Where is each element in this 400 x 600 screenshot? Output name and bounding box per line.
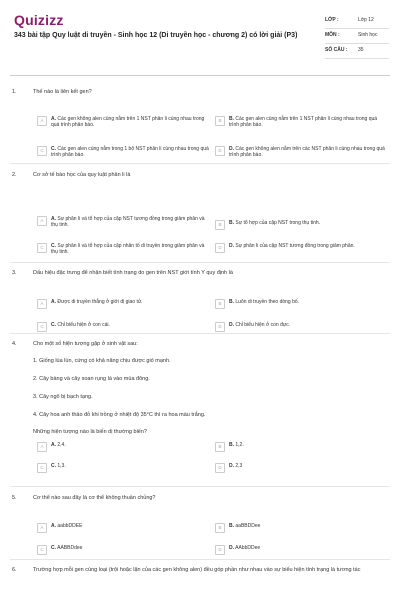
option-a[interactable] [37, 299, 209, 309]
option-body: 1,2. [235, 441, 244, 448]
option-letter: D. [229, 242, 234, 249]
question-header [12, 172, 390, 180]
header-divider [10, 75, 390, 76]
meta-info-panel [325, 14, 389, 59]
option-body: 2,4. [57, 441, 66, 448]
option-body: Các gen không alen cùng nằm trên 1 NST phân li cùng nhau trong quá trình phân bào. [51, 115, 205, 128]
option-body: AABBDdee [57, 544, 83, 551]
options [33, 278, 390, 330]
option-text [51, 299, 143, 306]
option-c[interactable] [37, 545, 209, 555]
option-letter: A. [51, 115, 56, 122]
option-letter: B. [229, 522, 234, 529]
option-body: Chỉ biểu hiện ở con cái. [57, 321, 110, 328]
option-text [51, 243, 209, 256]
question-1 [12, 89, 390, 158]
option-letter: C. [51, 145, 56, 152]
question-header [12, 567, 390, 575]
option-d[interactable] [215, 146, 387, 159]
question-number: 4. [12, 341, 17, 347]
options [33, 503, 390, 555]
question-header [12, 341, 390, 349]
option-letter: D. [229, 321, 234, 328]
option-text [229, 463, 242, 470]
quizizz-logo: Quizizz [14, 12, 64, 28]
option-d-box[interactable]: D [215, 463, 225, 473]
option-a[interactable] [37, 523, 209, 533]
option-letter: C. [51, 462, 56, 469]
meta-label: LỚP : [325, 17, 339, 23]
option-letter: D. [229, 462, 234, 469]
option-a[interactable] [37, 442, 209, 452]
meta-value: Sinh học [358, 32, 378, 38]
option-d-box[interactable]: D [215, 322, 225, 332]
question-number: 2. [12, 172, 17, 178]
option-b[interactable] [215, 220, 387, 230]
question-text: Cho một số hiện tượng gặp ở sinh vật sau: [33, 341, 138, 347]
option-c-box[interactable]: C [37, 146, 47, 156]
page-title: 343 bài tập Quy luật di truyền - Sinh học 12 (Di truyền học - chương 2) có lời giải (P3) [14, 32, 298, 39]
option-body: 1,3. [57, 462, 66, 469]
option-letter: A. [51, 215, 56, 222]
question-text: Dấu hiệu đặc trưng để nhận biết tính trạng do gen trên NST giới tính Y quy định là [33, 270, 233, 276]
option-b-box[interactable]: B [215, 523, 225, 533]
option-text [51, 463, 66, 470]
option-d[interactable] [215, 545, 387, 555]
option-c[interactable] [37, 243, 209, 256]
question-3 [12, 270, 390, 330]
option-text [51, 523, 82, 530]
option-text [229, 322, 290, 329]
question-divider [10, 333, 390, 334]
question-number: 5. [12, 495, 17, 501]
meta-row-subject [325, 29, 389, 44]
option-body: Chỉ biểu hiện ở con đực. [235, 321, 291, 328]
option-b-box[interactable]: B [215, 220, 225, 230]
question-number: 3. [12, 270, 17, 276]
option-body: 2,3 [235, 462, 243, 469]
option-b[interactable] [215, 523, 387, 533]
meta-value: 35 [358, 47, 364, 53]
option-text [229, 299, 299, 306]
option-text [229, 146, 387, 159]
option-b-box[interactable]: B [215, 299, 225, 309]
option-c[interactable] [37, 146, 209, 159]
option-body: Luôn di truyền theo dòng bố. [235, 298, 300, 305]
question-prompt: Những hiện tượng nào là biến dị thường biến? [33, 428, 147, 435]
question-text: Cơ thể nào sau đây là cơ thể không thuần chủng? [33, 495, 156, 501]
option-text [51, 146, 209, 159]
meta-row-count [325, 44, 389, 59]
option-body: AAbbDDee [235, 544, 261, 551]
meta-label: MÔN : [325, 32, 340, 38]
option-text [51, 322, 110, 329]
meta-row-grade [325, 14, 389, 29]
option-b[interactable] [215, 116, 387, 129]
option-letter: B. [229, 298, 234, 305]
option-letter: C. [51, 321, 56, 328]
question-header [12, 89, 390, 97]
option-a[interactable] [37, 116, 209, 129]
option-letter: B. [229, 441, 234, 448]
option-c-box[interactable]: C [37, 463, 47, 473]
option-d-box[interactable]: D [215, 545, 225, 555]
option-a-box[interactable]: A [37, 523, 47, 533]
option-body: aaBBDDee [235, 522, 261, 529]
option-letter: A. [51, 441, 56, 448]
option-letter: C. [51, 242, 56, 249]
statement-4: 4. Cây hoa anh thảo đỏ khi trồng ở nhiệt độ 35°C thì ra hoa màu trắng. [33, 411, 206, 418]
option-text [51, 442, 66, 449]
option-letter: A. [51, 522, 56, 529]
option-letter: A. [51, 298, 56, 305]
statement-3: 3. Cây ngô bị bạch tạng. [33, 393, 93, 400]
option-text [51, 545, 82, 552]
meta-label: SỐ CÂU : [325, 47, 348, 53]
options [33, 436, 390, 472]
option-letter: B. [229, 219, 234, 226]
option-letter: C. [51, 544, 56, 551]
option-text [229, 116, 387, 129]
option-a-box[interactable]: A [37, 116, 47, 126]
option-letter: D. [229, 145, 234, 152]
option-body: Các gen không alen nằm trên các NST phân li cùng nhau trong quá trình phân bào. [229, 145, 385, 158]
question-header [12, 270, 390, 278]
question-number: 1. [12, 89, 17, 95]
option-b-box[interactable]: B [215, 116, 225, 126]
question-4 [12, 341, 390, 472]
question-divider [10, 486, 390, 487]
question-5 [12, 495, 390, 555]
options [33, 97, 390, 158]
question-divider [10, 559, 390, 560]
question-text: Trường hợp mỗi gen cùng loại (trội hoặc lặn của các gen không alen) đều góp phần như nhau vào sự biểu hiện tính trạng là tương tác [33, 567, 361, 573]
option-letter: D. [229, 544, 234, 551]
option-c-box[interactable]: C [37, 545, 47, 555]
option-body: Sự phân li của cặp NST tương đồng trong giảm phân. [235, 242, 355, 249]
option-d-box[interactable]: D [215, 146, 225, 156]
option-c[interactable] [37, 322, 209, 332]
option-text [51, 116, 209, 129]
statement-2: 2. Cây bàng và cây xoan rụng lá vào mùa đông. [33, 375, 150, 382]
option-text [229, 545, 260, 552]
statement-1: 1. Giống lúa lùn, cứng có khả năng chịu được gió mạnh. [33, 357, 171, 364]
options [33, 180, 390, 260]
option-text [229, 523, 260, 530]
option-a-box[interactable]: A [37, 299, 47, 309]
option-body: Các gen alen cùng nằm trong 1 bộ NST phân li cùng nhau trong quá trình phân bào. [51, 145, 209, 158]
question-text: Thế nào là liên kết gen? [33, 89, 92, 95]
option-body: Sự phân li và tổ hợp của cặp nhân tố di truyền trong giảm phân và thụ tinh. [51, 242, 205, 255]
option-text [229, 220, 320, 227]
option-c-box[interactable]: C [37, 322, 47, 332]
question-text: Cơ sở tế bào học của quy luật phân li là [33, 172, 131, 178]
option-text [229, 442, 244, 449]
option-d[interactable] [215, 463, 387, 473]
question-divider [10, 262, 390, 263]
option-a-box[interactable]: A [37, 442, 47, 452]
option-d-box[interactable]: D [215, 243, 225, 253]
meta-value: Lớp 12 [358, 17, 374, 23]
question-header [12, 495, 390, 503]
option-body: aabbDDEE [57, 522, 83, 529]
question-2 [12, 172, 390, 260]
option-c-box[interactable]: C [37, 243, 47, 253]
option-body: Các gen alen cùng nằm trên 1 NST phân li cùng nhau trong quá trình phân bào. [229, 115, 378, 128]
option-text [51, 216, 209, 229]
option-body: Được di truyền thẳng ở giới dị giao tử. [57, 298, 143, 305]
option-text [229, 243, 355, 250]
option-letter: B. [229, 115, 234, 122]
option-b[interactable] [215, 299, 387, 309]
option-b[interactable] [215, 442, 387, 452]
option-d[interactable] [215, 322, 387, 332]
question-divider [10, 163, 390, 164]
question-number: 6. [12, 567, 17, 573]
option-body: Sự phân li và tổ hợp của cặp NST tương đồng trong giảm phân và thụ tinh. [51, 215, 205, 228]
option-a-box[interactable]: A [37, 216, 47, 226]
option-b-box[interactable]: B [215, 442, 225, 452]
option-c[interactable] [37, 463, 209, 473]
option-body: Sự tổ hợp của cặp NST trong thụ tinh. [235, 219, 321, 226]
question-6 [12, 567, 390, 575]
option-d[interactable] [215, 243, 387, 253]
option-a[interactable] [37, 216, 209, 229]
